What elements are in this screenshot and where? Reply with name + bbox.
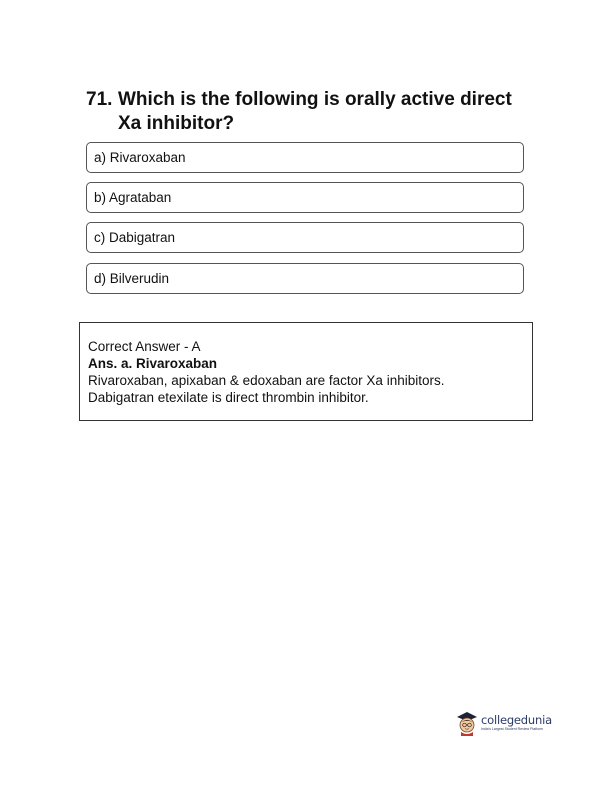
logo-tagline: India's Largest Student Review Platform [481, 726, 544, 731]
question-text: Which is the following is orally active direct Xa inhibitor? [118, 89, 512, 134]
answer-heading: Ans. a. Rivaroxaban [88, 356, 218, 371]
explanation-line-2: Dabigatran etexilate is direct thrombin inhibitor. [88, 390, 369, 405]
mascot-icon [455, 710, 479, 736]
answer-box [79, 322, 533, 421]
correct-answer-line: Correct Answer - A [88, 339, 201, 354]
explanation-line-1: Rivaroxaban, apixaban & edoxaban are factor Xa inhibitors. [88, 373, 445, 388]
option-c[interactable]: c) Dabigatran [86, 222, 524, 253]
logo-name: collegedunia [481, 713, 552, 727]
collegedunia-logo [455, 708, 565, 738]
question-number: 71. [86, 89, 113, 110]
question-title [86, 88, 526, 136]
option-a[interactable]: a) Rivaroxaban [86, 142, 524, 173]
option-d[interactable]: d) Bilverudin [86, 263, 524, 294]
option-b[interactable]: b) Agrataban [86, 182, 524, 213]
